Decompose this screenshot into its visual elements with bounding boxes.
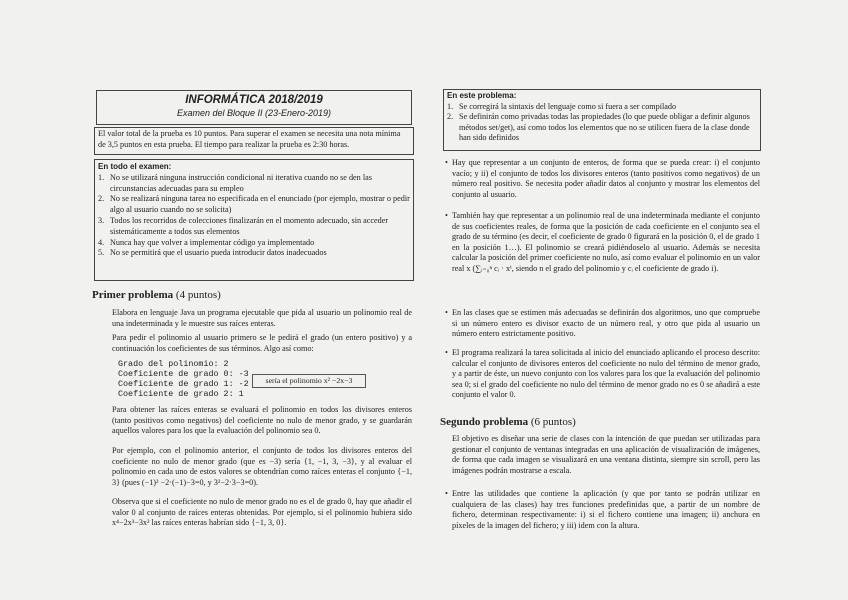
general-rules-title: En todo el examen: xyxy=(98,162,172,171)
bullet-text: El programa realizará la tarea solicitada al inicio del enunciado aplicando el proceso descrito: calcular el conjunto de divisores enteros del coeficiente no nulo del término de menor grado, y a partir de éste, un nuevo conjunto con los valores para los que la evaluación del polinomio sea 0; si el grado del coeficiente no nulo del término de menor grado no es 0 se añadirá a este conjunto el valor 0. xyxy=(452,348,760,400)
header-box xyxy=(96,90,412,125)
rule-number: 1. xyxy=(98,172,105,182)
problem-rules-title: En este problema: xyxy=(447,91,517,100)
general-rules-box xyxy=(94,159,414,281)
problem-rule-number: 2. xyxy=(447,112,454,122)
bullet-dot: • xyxy=(445,489,448,498)
problem1-title: Primer problema xyxy=(92,289,174,301)
problem-rule-number: 1. xyxy=(447,101,454,111)
rule-number: 2. xyxy=(98,194,105,204)
problem1-paragraph-4: Por ejemplo, con el polinomio anterior, el conjunto de todos los divisores enteros del coeficiente no nulo de menor grado (que es −3) sería {1, −1, 3, −3}, y al evaluar el polinomio en cada uno de estos valores se obtendrían como raíces enteras el conjunto {−1, 3} (pues (−1)² −2·(−1)−3=0, y 3²−2·3−3=0). xyxy=(112,446,412,487)
series-note: sería el polinomio x² −2x−3 xyxy=(265,376,353,385)
rule-text: No se utilizará ninguna instrucción condicional ni iterativa cuando no se den las circunstancias adecuadas para su empleo xyxy=(110,172,372,193)
bullet-text: En las clases que se estimen más adecuadas se definirán dos algoritmos, uno que compruebe si un número entero es divisor exacto de un número real, y otro que pida al usuario un número entero estrictamente positivo. xyxy=(452,308,760,339)
series-note-box xyxy=(252,374,366,388)
rule-text: No se permitirá que el usuario pueda introducir datos inadecuados xyxy=(110,248,327,258)
problem2-title: Segundo problema xyxy=(440,416,529,428)
problem1-points: (4 puntos) xyxy=(175,289,221,301)
problem-rule-item xyxy=(447,102,757,113)
problem1-paragraph-1: Elabora en lenguaje Java un programa ejecutable que pida al usuario un polinomio real de una indeterminada y le muestre sus raíces enteras. xyxy=(112,308,412,328)
problem2-points: (6 puntos) xyxy=(530,416,576,428)
bullet-text: Entre las utilidades que contiene la aplicación (y que por tanto se podrán utilizar en cualquiera de las clases) hay tres funciones predefinidas que, a partir de un nombre de fichero, determinan respectivamente: i) si el fichero contiene una imagen; ii) anchura en píxeles de la imagen del fichero; y iii) idem con la altura. xyxy=(452,489,760,530)
bullet-dot: • xyxy=(445,308,448,317)
intro-note-box xyxy=(94,127,414,155)
rule-number: 4. xyxy=(98,237,105,247)
problem-rules-box xyxy=(443,89,761,151)
problem1-paragraph-2: Para pedir el polinomio al usuario primero se le pedirá el grado (un entero positivo) y a continuación los coeficientes de sus términos. Algo así como: xyxy=(112,333,412,353)
rule-number: 3. xyxy=(98,215,105,225)
bullet-dot: • xyxy=(445,158,448,167)
bullet-program xyxy=(445,348,760,401)
rule-item xyxy=(98,173,410,195)
rule-item xyxy=(98,238,410,249)
problem1-heading xyxy=(92,289,221,301)
rule-text: Nunca hay que volver a implementar código ya implementado xyxy=(110,237,315,247)
bullet-dot: • xyxy=(445,348,448,357)
general-rules-list xyxy=(98,173,410,259)
problem1-paragraph-3: Para obtener las raíces enteras se evaluará el polinomio en todos los divisores enteros (tanto positivos como negativos) del coeficiente no nulo de menor grado, y se guardarán aquellos valores para los que la evaluación del polinomio sea 0. xyxy=(112,405,412,436)
rule-item xyxy=(98,216,410,238)
problem2-heading xyxy=(440,416,576,428)
polynomial-example-code: Grado del polinomio: 2 Coeficiente de grado 0: -3 Coeficiente de grado 1: -2 Coeficiente de grado 2: 1 xyxy=(118,359,249,399)
bullet-text: Hay que representar a un conjunto de enteros, de forma que se pueda crear: i) el conjunto vacío; y ii) el conjunto de todos los divisores enteros (tanto positivos como negativos) de un número real positivo. Se necesita poder añadir datos al conjunto y mostrar los elementos del conjunto al usuario. xyxy=(452,158,760,199)
problem-rule-item xyxy=(447,112,757,144)
bullet-dot: • xyxy=(445,211,448,220)
rule-item xyxy=(98,194,410,216)
exam-subtitle: Examen del Bloque II (23-Enero-2019) xyxy=(176,108,332,118)
problem1-paragraph-5: Observa que si el coeficiente no nulo de menor grado no es el de grado 0, hay que añadir el valor 0 al conjunto de raíces enteras obtenidas. Por ejemplo, si el polinomio hubiera sido x⁴−2x³−3x² las raíces enteras habrían sido {−1, 3, 0}. xyxy=(112,497,412,528)
problem-rules-list xyxy=(447,102,757,144)
problem-rule-text: Se definirán como privadas todas las propiedades (lo que puede obligar a definir algunos métodos set/get), así como todos los elementos que no se utilicen fuera de la clase donde han sido definidos xyxy=(459,112,750,143)
bullet-utilities xyxy=(445,489,760,531)
bullet-polynomial xyxy=(445,211,760,275)
rule-item xyxy=(98,248,410,259)
exam-title: INFORMÁTICA 2018/2019 xyxy=(185,94,323,106)
problem2-paragraph-1: El objetivo es diseñar una serie de clases con la intención de que puedan ser utilizadas para gestionar el conjunto de ventanas integradas en una aplicación de visualización de imágenes, de forma que cada imagen se visualizará en una ventana distinta, siempre sin scroll, pero las imágenes podrán mostrarse a escala. xyxy=(452,434,760,475)
bullet-text: También hay que representar a un polinomio real de una indeterminada mediante el conjunto de sus coeficientes reales, de forma que la posición de cada coeficiente en el conjunto sea el grado de su término (es decir, el coeficiente de grado 0 figurará en la posición 0, el de grado 1 en la posición 1…). El polinomio se creará pidiéndoselo al usuario. Además se necesita calcular la posición del primer coeficiente no nulo, así como evaluar el polinomio en un valor real x (∑ᵢ₌₀ⁿ cᵢ · xⁱ, siendo n el grado del polinomio y cᵢ el coeficiente de grado i). xyxy=(452,211,760,273)
rule-number: 5. xyxy=(98,248,105,258)
bullet-algorithms xyxy=(445,308,760,340)
intro-note: El valor total de la prueba es 10 puntos. Para superar el examen se necesita una nota mínima de 3,5 puntos en esta prueba. El tiempo para realizar la prueba es 2:30 horas. xyxy=(98,129,401,149)
bullet-set-of-integers xyxy=(445,158,760,200)
problem-rule-text: Se corregirá la sintaxis del lenguaje como si fuera a ser compilado xyxy=(459,101,677,111)
rule-text: Todos los recorridos de colecciones finalizarán en el momento adecuado, sin acceder sistemáticamente a todos sus elementos xyxy=(110,215,389,236)
rule-text: No se realizará ninguna tarea no especificada en el enunciado (por ejemplo, mostrar o pedir algo al usuario cuando no se solicita) xyxy=(110,194,410,215)
